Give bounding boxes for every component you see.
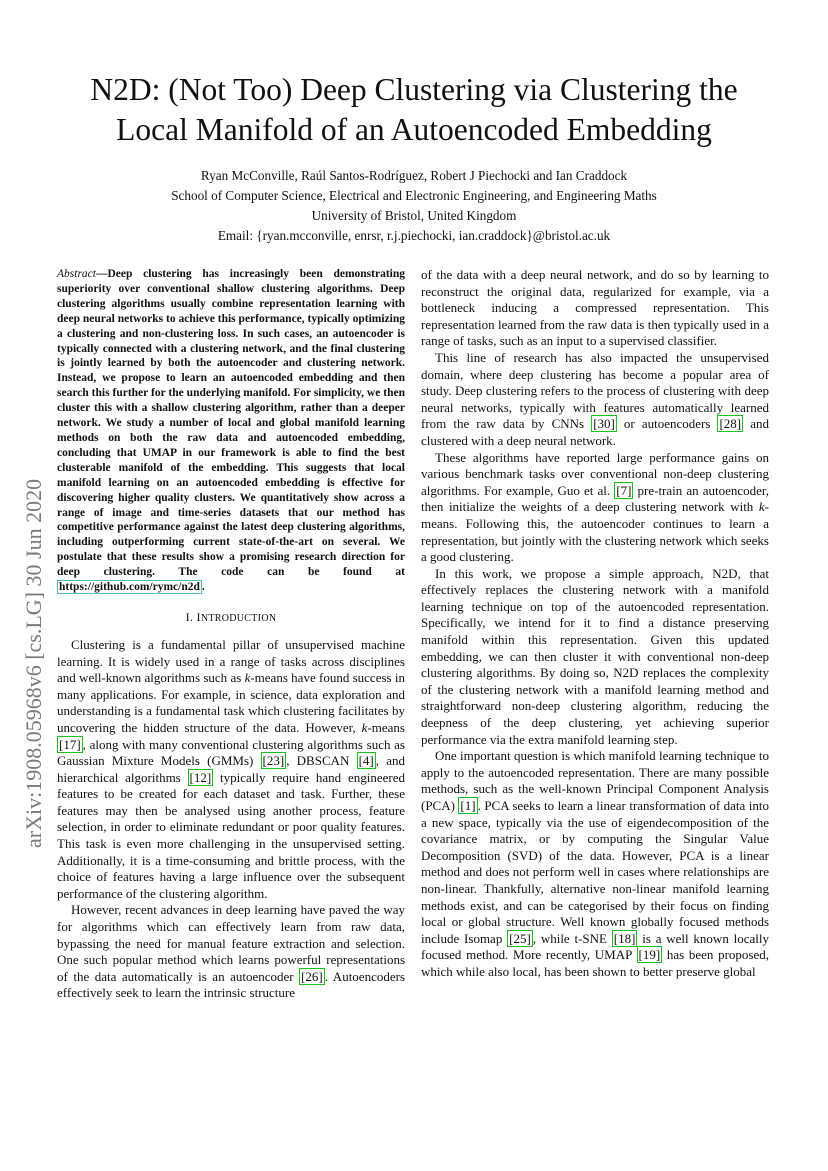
text-span: or autoencoders (616, 416, 718, 432)
code-url-link[interactable]: https://github.com/rymc/n2d (59, 581, 200, 594)
intro-paragraph-1 (57, 637, 405, 903)
citation-link-23[interactable]: [23] (262, 753, 285, 769)
text-span: has been proposed, which while also local, has been shown to better preserve global (421, 947, 769, 979)
math-k: k (244, 670, 251, 686)
citation-link-17[interactable]: [17] (59, 736, 81, 752)
abstract-lead: Abstract (57, 268, 96, 280)
author-names: Ryan McConville, Raúl Santos-Rodríguez, Robert J Piechocki and Ian Craddock (200, 168, 628, 183)
intro-paragraph-6 (421, 748, 769, 980)
arxiv-sidebar-stamp (18, 368, 46, 848)
section-title-rest: NTRODUCTION (200, 612, 277, 624)
math-k: k (361, 719, 368, 735)
text-span: -means have found success in many applications. For example, in science, data exploration and understanding is a fundamental task which clustering facilitates by uncovering the hidden structure of the data. However, (57, 670, 405, 735)
text-span: , while t-SNE (532, 930, 612, 946)
citation-link-7[interactable]: [7] (616, 482, 632, 498)
intro-paragraph-5: In this work, we propose a simple approach, N2D, that effectively replaces the clustering network with a manifold learning technique on top of the autoencoded representation. Specifically, we intend for it to find a distance preserving manifold within this representation. Given this updated embedding, we can then cluster it with conventional non-deep clustering algorithms. By doing so, N2D replaces the complexity of the clustering network with a manifold learning method and straightforward non-deep clustering algorithm, reducing the deepness of the deep clustering, yet achieving superior performance via the extra manifold learning step. (421, 565, 769, 747)
text-span: However, recent advances in deep learning have paved the way for algorithms which can effectively learn from raw data, bypassing the need for manual feature extraction and selection. One such popular method which learns powerful representations of the data automatically is an autoencoder (57, 902, 405, 984)
author-emails: Email: {ryan.mcconville, enrsr, r.j.piechocki, ian.craddock}@bristol.ac.uk (217, 228, 611, 243)
intro-paragraph-continued: of the data with a deep neural network, and do so by learning to reconstruct the original data, regularized for example, via a bottleneck inducing a compressed representation. This representation learned from the raw data is then typically used in a range of tasks, such as an input to a supervised classifier. (421, 267, 769, 349)
text-span: pre-train an autoencoder, then initialize the weights of a deep clustering network with (421, 482, 769, 515)
text-span: and clustered with a deep neural network. (421, 416, 769, 448)
intro-paragraph-4 (421, 450, 769, 566)
text-span: These algorithms have reported large performance gains on various benchmark tasks over conventional non-deep clustering algorithms. For example, Guo et al. (421, 449, 769, 498)
citation-link-18[interactable]: [18] (613, 930, 636, 946)
citation-link-1[interactable]: [1] (460, 798, 476, 813)
text-span: , along with many conventional clustering algorithms such as Gaussian Mixture Models (GMMs) (57, 736, 405, 769)
title-line-1: N2D: (Not Too) Deep Clustering via Clustering the (90, 72, 738, 107)
right-column (421, 267, 769, 981)
text-span: , and hierarchical algorithms (57, 753, 405, 785)
text-span: -means (367, 719, 405, 735)
abstract-text: —Deep clustering has increasingly been demonstrating superiority over conventional shallow clustering algorithms. Deep clustering algorithms usually combine representation learning with deep neural networks to achieve this performance, typically optimizing a clustering and non-clustering loss. In such cases, an autoencoder is typically connected with a clustering network, and the final clustering is jointly learned by both the autoencoder and clustering network. Instead, we propose to learn an autoencoded embedding and then search this further for the underlying manifold. For simplicity, we then cluster this with a shallow clustering algorithm, rather than a deeper network. We study a number of local and global manifold learning methods on both the raw data and autoencoded embedding, concluding that UMAP in our framework is able to find the best clusterable manifold of the embedding. This suggests that local manifold learning on an autoencoded embedding is effective for discovering higher quality clusters. We quantitatively show across a range of image and time-series datasets that our method has competitive performance against the latest deep clustering algorithms, including outperforming current state-of-the-art on several. We postulate that these results show a promising research direction for deep clustering. The code can be found at (57, 268, 405, 579)
citation-link-12[interactable]: [12] (189, 769, 212, 785)
section-heading-introduction (57, 609, 405, 627)
abstract-end: . (201, 581, 205, 594)
intro-paragraph-2 (57, 902, 405, 1002)
text-span: . Autoencoders effectively seek to learn the intrinsic structure (57, 968, 405, 1001)
text-span: This line of research has also impacted the unsupervised domain, where deep clustering has become a popular area of study. Deep clustering refers to the process of clustering with deep neural networks, typically with features automatically learned from the raw data by CNNs (421, 349, 769, 432)
text-span: One important question is which manifold learning technique to apply to the autoencoded representation. There are many possible methods, such as the well-known Principal Component Analysis (PCA) (421, 748, 769, 813)
citation-link-26[interactable]: [26] (301, 968, 323, 984)
title-line-2: Local Manifold of an Autoencoded Embedding (116, 112, 712, 147)
affiliation-university: University of Bristol, United Kingdom (311, 208, 517, 223)
section-title-initial: I (196, 609, 201, 624)
text-span: typically require hand engineered features to be created for each dataset and task. Further, these features may then be analysed using another process, feature selection, in order to eliminate redundant or poor quality features. This task is even more challenging in the unsupervised setting. Additionally, it is a time-consuming and brittle process, with the choice of features having a large influence over the subsequent performance of the clustering algorithm. (57, 769, 405, 901)
citation-link-4[interactable]: [4] (358, 753, 374, 769)
text-span: is a well known locally focused method. More recently, UMAP (421, 930, 769, 963)
intro-paragraph-3 (421, 350, 769, 450)
affiliation-school: School of Computer Science, Electrical and Electronic Engineering, and Engineering Maths (171, 188, 657, 203)
citation-link-30[interactable]: [30] (593, 416, 615, 432)
citation-link-28[interactable]: [28] (719, 416, 742, 432)
arxiv-identifier: arXiv:1908.05968v6 [cs.LG] 30 Jun 2020 (21, 478, 46, 848)
text-span: Clustering is a fundamental pillar of unsupervised machine learning. It is widely used in a range of tasks across disciplines and well-known algorithms such as (57, 636, 405, 686)
text-span: . PCA seeks to learn a linear transformation of data into a new space, typically via the use of eigendecomposition of the covariance matrix, or by computing the Singular Value Decomposition (SVD) of the data. However, PCA is a linear method and does not perform well in cases where relationships are non-linear. Thankfully, alternative non-linear manifold learning methods exist, and can be categorised by their focus on finding local or global structure. Well known globally focused methods include Isomap (421, 798, 769, 946)
text-span: , DBSCAN (286, 753, 357, 769)
paper-title (40, 70, 788, 150)
section-number: I. (185, 609, 194, 624)
math-k: k (758, 499, 765, 515)
left-column (57, 267, 405, 1002)
abstract (57, 267, 405, 595)
citation-link-25[interactable]: [25] (509, 930, 531, 946)
text-span: -means. Following this, the autoencoder continues to learn a representation, but jointly with the clustering network which seeks a good clustering. (421, 499, 769, 565)
author-block (40, 166, 788, 246)
citation-link-19[interactable]: [19] (638, 947, 661, 963)
